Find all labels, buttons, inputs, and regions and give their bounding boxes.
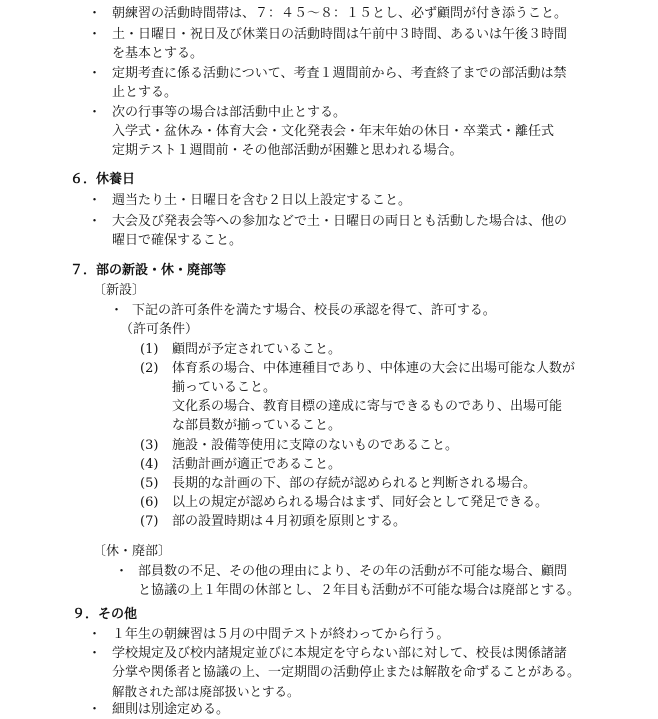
bullet-text: 朝練習の活動時間帯は、７：４５～８：１５とし、必ず顧問が付き添うこと。: [112, 6, 568, 21]
bullet-marker: ・: [88, 6, 102, 21]
closure-text: と協議の上１年間の休部とし、２年目も活動が不可能な場合は廃部とする。: [138, 583, 581, 598]
bullet-marker: ・: [88, 627, 102, 642]
bullet-marker: ・: [88, 193, 102, 208]
bullet-marker: ・: [110, 303, 124, 318]
bullet-text: 止とする。: [112, 85, 178, 100]
bullet-text: 大会及び発表会等への参加などで土・日曜日の両日とも活動した場合は、他の: [112, 214, 568, 229]
condition-text: 部の設置時期は４月初頭を原則とする。: [172, 514, 407, 529]
bullet-text: １年生の朝練習は５月の中間テストが終わってから行う。: [112, 627, 450, 642]
closure-label: 〔休・廃部〕: [93, 544, 172, 559]
condition-text: 体育系の場合、中体連種目であり、中体連の大会に出場可能な人数が: [172, 361, 576, 376]
condition-text: 活動計画が適正であること。: [172, 457, 342, 472]
condition-text: 揃っていること。: [172, 380, 277, 395]
bullet-text: 曜日で確保すること。: [112, 233, 243, 248]
bullet-marker: ・: [88, 66, 102, 81]
condition-text: 文化系の場合、教育目標の達成に寄与できるものであり、出場可能: [172, 399, 563, 414]
condition-text: 長期的な計画の下、部の存続が認められると判断される場合。: [172, 476, 537, 491]
condition-text: 施設・設備等使用に支障のないものであること。: [172, 438, 459, 453]
bullet-text: 解散された部は廃部扱いとする。: [112, 684, 300, 699]
new-establishment-text: 下記の許可条件を満たす場合、校長の承認を得て、許可する。: [132, 303, 496, 318]
new-establishment-label: 〔新設〕: [93, 283, 146, 298]
section-9-heading: ９．その他: [72, 607, 138, 622]
bullet-marker: ・: [88, 105, 102, 120]
condition-number: (7): [140, 514, 159, 529]
condition-number: (2): [140, 361, 159, 376]
bullet-text: 土・日曜日・祝日及び休業日の活動時間は午前中３時間、あるいは午後３時間: [112, 27, 568, 42]
bullet-marker: ・: [115, 564, 129, 579]
bullet-text: 定期テスト１週間前・その他部活動が困難と思われる場合。: [112, 143, 463, 158]
bullet-text: 学校規定及び校内諸規定並びに本規定を守らない部に対して、校長は関係諸諸: [112, 646, 567, 661]
bullet-marker: ・: [88, 646, 102, 661]
section-6-heading: ６．休養日: [70, 172, 136, 187]
bullet-marker: ・: [88, 214, 102, 229]
bullet-text: 定期考査に係る活動について、考査１週間前から、考査終了までの部活動は禁: [112, 66, 567, 81]
closure-text: 部員数の不足、その他の理由により、その年の活動が不可能な場合、顧問: [138, 564, 568, 579]
condition-text: 顧問が予定されていること。: [172, 342, 342, 357]
condition-number: (1): [140, 342, 159, 357]
bullet-text: 分掌や関係者と協議の上、一定期間の活動停止または解散を命ずることがある。: [112, 665, 581, 680]
condition-number: (5): [140, 476, 159, 491]
bullet-text: 細則は別途定める。: [112, 702, 230, 717]
condition-number: (6): [140, 495, 159, 510]
condition-number: (3): [140, 438, 159, 453]
bullet-marker: ・: [88, 27, 102, 42]
condition-number: (4): [140, 457, 159, 472]
bullet-marker: ・: [88, 702, 102, 717]
condition-text: 以上の規定が認められる場合はまず、同好会として発足できる。: [172, 495, 548, 510]
condition-text: な部員数が揃っていること。: [172, 418, 342, 433]
bullet-text: を基本とする。: [112, 46, 204, 61]
bullet-text: 入学式・盆休み・体育大会・文化発表会・年末年始の休日・卒業式・離任式: [112, 124, 555, 139]
bullet-text: 週当たり土・日曜日を含む２日以上設定すること。: [112, 193, 412, 208]
section-7-heading: ７．部の新設・休・廃部等: [70, 263, 227, 278]
conditions-label: （許可条件）: [120, 322, 199, 337]
bullet-text: 次の行事等の場合は部活動中止とする。: [112, 105, 347, 120]
